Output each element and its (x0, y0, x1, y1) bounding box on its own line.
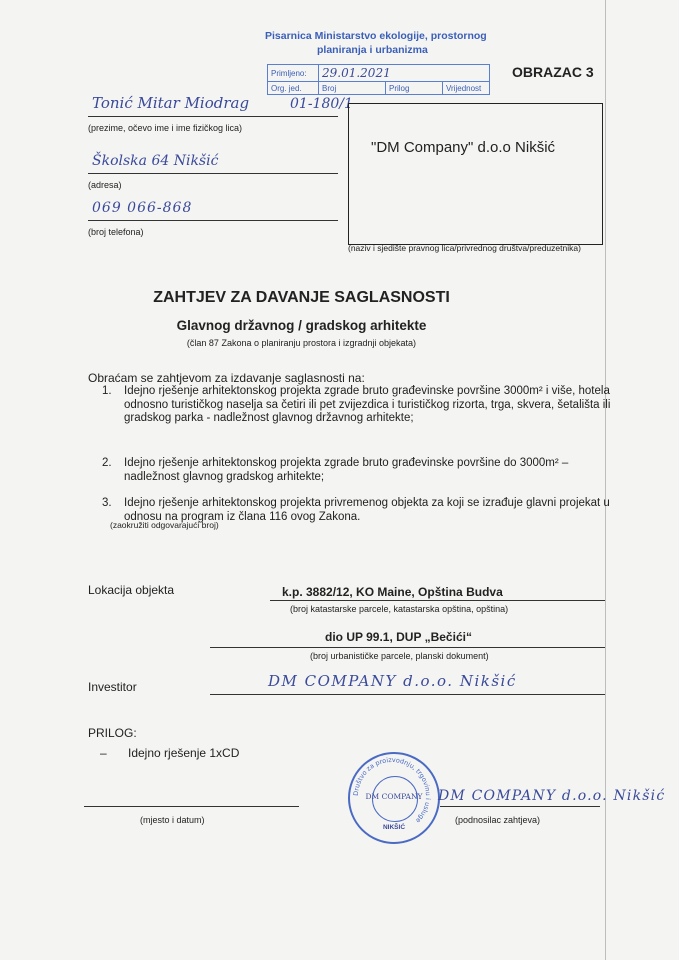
investor-value: DM COMPANY d.o.o. Nikšić (268, 672, 517, 690)
signer-caption: (podnosilac zahtjeva) (455, 815, 541, 825)
investor-line (210, 694, 605, 695)
applicant-address: Školska 64 Nikšić (92, 153, 219, 169)
attachment-item: Idejno rješenje 1xCD (128, 746, 240, 760)
location-label: Lokacija objekta (88, 583, 175, 597)
item-text: Idejno rješenje arhitektonskog projekta privremenog objekta za koji se izrađuje glavni projekat u odnosu na program iz člana 116 ovog Zakona. (124, 497, 610, 523)
stamp-attachment: Prilog (386, 82, 443, 95)
stamp-table (267, 64, 490, 95)
form-code: OBRAZAC 3 (512, 64, 594, 80)
item-number: 2. (102, 457, 112, 469)
parcel-line (270, 600, 605, 601)
item-text: Idejno rješenje arhitektonskog projekta zgrade bruto građevinske površine do 3000m² – nadležnost glavnog gradskog arhitekte; (124, 457, 569, 483)
signature: DM COMPANY d.o.o. Nikšić (438, 788, 666, 804)
item-number: 1. (102, 385, 112, 397)
company-seal (348, 752, 440, 844)
stamp-value: Vrijednost (443, 82, 490, 95)
circle-note: (zaokružiti odgovarajući broj) (110, 520, 219, 530)
phone-line (88, 220, 338, 221)
seal-center-text: DM COMPANY (365, 792, 423, 801)
item-number: 3. (102, 497, 112, 509)
registry-stamp (255, 28, 505, 93)
page-title: ZAHTJEV ZA DAVANJE SAGLASNOSTI (153, 289, 450, 306)
intro-text: Obraćam se zahtjevom za izdavanje saglasnosti na: (88, 371, 365, 385)
location-parcel: k.p. 3882/12, KO Maine, Opština Budva (282, 585, 503, 599)
item-text: Idejno rješenje arhitektonskog projekta zgrade bruto građevinske površine 3000m² i više, hotela odnosno turističkog naselja sa četiri ili pet zvijezdica i turističkog rizorta, trga, skvera, šetališta ili gradskog parka - nadležnost glavnog državnog arhitekte; (124, 385, 611, 424)
applicant-phone: 069 066-868 (92, 200, 193, 216)
attachment-label: PRILOG: (88, 726, 137, 740)
stamp-office: Pisarnica Ministarstvo ekologije, prostornog (265, 30, 487, 42)
list-item[interactable] (92, 457, 612, 497)
place-date-line (84, 806, 299, 807)
company-box (348, 103, 603, 245)
address-caption: (adresa) (88, 180, 122, 190)
plan-caption: (broj urbanističke parcele, planski dokument) (310, 651, 489, 661)
company-name: "DM Company" d.o.o Nikšić (371, 139, 556, 156)
location-plan: dio UP 99.1, DUP „Bečići“ (325, 630, 472, 644)
stamp-number: Broj (319, 82, 386, 95)
attachment-dash: – (100, 746, 107, 760)
stamp-received-date: 29.01.2021 (319, 65, 490, 82)
applicant-ref: 01-180/1 (290, 96, 353, 112)
company-caption: (naziv i sjedište pravnog lica/privrednog društva/preduzetnika) (348, 243, 581, 253)
address-line (88, 173, 338, 174)
parcel-caption: (broj katastarske parcele, katastarska opština, opština) (290, 604, 509, 614)
investor-label: Investitor (88, 680, 137, 694)
place-date-caption: (mjesto i datum) (140, 815, 205, 825)
law-reference: (član 87 Zakona o planiranju prostora i izgradnji objekata) (186, 338, 417, 348)
applicant-name: Tonić Mitar Miodrag (92, 94, 250, 112)
stamp-received-label: Primljeno: (268, 65, 319, 82)
name-caption: (prezime, očevo ime i ime fizičkog lica) (88, 123, 243, 133)
name-line (88, 116, 338, 117)
list-item[interactable] (92, 385, 612, 453)
signer-line (440, 806, 600, 807)
stamp-office-2: planiranja i urbanizma (317, 44, 428, 56)
phone-caption: (broj telefona) (88, 227, 144, 237)
option-list (92, 385, 612, 527)
stamp-org-unit: Org. jed. (268, 82, 319, 95)
plan-line (210, 647, 605, 648)
page-subtitle: Glavnog državnog / gradskog arhitekte (176, 318, 427, 333)
seal-city: NIKŠIĆ (382, 824, 406, 831)
seal-ring-text: Društvo za proizvodnju, trgovinu i usluge (351, 755, 433, 825)
